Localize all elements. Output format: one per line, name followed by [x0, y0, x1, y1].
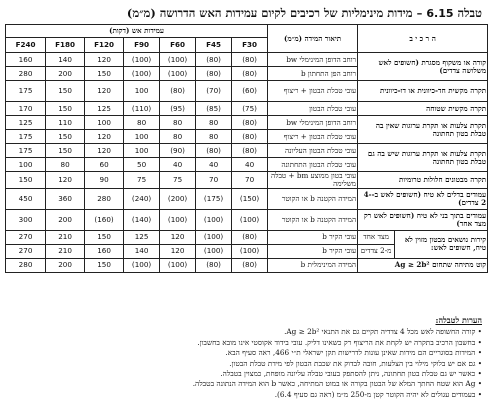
description-cell: רוחב הפן התחתון b: [268, 67, 358, 81]
fire-resistance-table: [5, 24, 488, 273]
value-cell: 120: [85, 144, 124, 158]
value-cell: (100): [232, 209, 268, 230]
value-cell: (80): [232, 53, 268, 67]
value-cell: 210: [46, 230, 85, 244]
note-line: • בעמודים עגולים לא יהיה הקוטר קטן מ-250 מ״מ (ראה גם סעיף 6.4).: [274, 389, 482, 399]
value-cell: 60: [85, 158, 124, 172]
value-cell: 150: [46, 144, 85, 158]
value-cell: (70): [196, 81, 232, 102]
value-cell: (80): [232, 258, 268, 272]
value-cell: 280: [85, 188, 124, 209]
component-cell: תקרה מבטונים חלולות טרומיות: [358, 172, 488, 189]
component-cell: עמודים בתוך בני לא טיח (חשופים לאש רק מצד אחד): [358, 209, 488, 230]
value-cell: (100): [124, 258, 160, 272]
value-cell: 160: [85, 244, 124, 258]
value-cell: (100): [124, 67, 160, 81]
component-cell: תקרה מקשית שטוחה: [358, 102, 488, 116]
value-cell: 150: [46, 102, 85, 116]
value-cell: 80: [196, 130, 232, 144]
value-cell: 125: [6, 116, 46, 130]
value-cell: (240): [124, 188, 160, 209]
col-f90: F90: [124, 38, 160, 53]
value-cell: 80: [160, 116, 196, 130]
value-cell: 50: [124, 158, 160, 172]
value-cell: 125: [124, 230, 160, 244]
value-cell: 360: [46, 188, 85, 209]
value-cell: (80): [232, 116, 268, 130]
component-cell: קירות נושאים מבטון מזוין לא טיח, חשופים לאש:: [395, 230, 488, 258]
value-cell: 270: [6, 244, 46, 258]
col-f45: F45: [196, 38, 232, 53]
component-cell: תקרת צלעות או תקרת ערוגות שאין בה טבלת בטון תחתונה: [358, 116, 488, 144]
value-cell: (80): [232, 67, 268, 81]
table-row: [6, 53, 488, 67]
description-cell: עובי הקיר b: [268, 230, 358, 244]
value-cell: 120: [85, 81, 124, 102]
component-cell: תקרה מקשית חד-כיוונית או דו-כיוונית: [358, 81, 488, 102]
value-cell: 175: [6, 144, 46, 158]
value-cell: 140: [124, 244, 160, 258]
description-cell: רוחב הדופן המינימלי bw: [268, 53, 358, 67]
value-cell: (80): [232, 144, 268, 158]
value-cell: (100): [160, 258, 196, 272]
value-cell: (80): [160, 81, 196, 102]
table-notes: [10, 315, 482, 400]
value-cell: 110: [46, 116, 85, 130]
value-cell: 70: [196, 172, 232, 189]
value-cell: (100): [160, 209, 196, 230]
table-row: [6, 230, 488, 244]
col-f30: F30: [232, 38, 268, 53]
value-cell: (110): [124, 102, 160, 116]
value-cell: (90): [160, 144, 196, 158]
value-cell: (200): [160, 188, 196, 209]
value-cell: 150: [85, 67, 124, 81]
description-cell: עובי הקיר b: [268, 244, 358, 258]
description-cell: עובי טבלת הבטון + ריצוף: [268, 81, 358, 102]
value-cell: 150: [46, 130, 85, 144]
value-cell: (100): [196, 209, 232, 230]
description-cell: המידה הקטנה b או הקוטר: [268, 188, 358, 209]
table-title: [10, 6, 482, 20]
table-row: [6, 81, 488, 102]
value-cell: 100: [124, 130, 160, 144]
note-line: • כאשר יש גם טבלת בטון תחתונה, ניתן להסתפק בעובי טבלה עליונה מופחת, כמצוין בטבלה.: [220, 369, 482, 379]
value-cell: 100: [6, 158, 46, 172]
value-cell: 80: [46, 158, 85, 172]
value-cell: 100: [85, 116, 124, 130]
note-line: • המידות בסוגריים הם מידות שאינן עונות לדרישות תקן ישראלי ת״י 466, ראה סעיף הבא.: [225, 348, 482, 358]
value-cell: 210: [46, 244, 85, 258]
value-cell: 120: [85, 130, 124, 144]
col-f180: F180: [46, 38, 85, 53]
notes-title: הערות לטבלה:: [435, 315, 482, 325]
value-cell: 150: [85, 230, 124, 244]
value-cell: 200: [46, 67, 85, 81]
value-cell: (100): [160, 53, 196, 67]
value-cell: 70: [232, 172, 268, 189]
value-cell: 150: [46, 81, 85, 102]
description-cell: המידה המינימלית b: [268, 258, 358, 272]
value-cell: 90: [85, 172, 124, 189]
value-cell: 40: [232, 158, 268, 172]
value-cell: 120: [160, 230, 196, 244]
value-cell: 280: [6, 258, 46, 272]
table-body: [6, 53, 488, 273]
value-cell: (95): [160, 102, 196, 116]
value-cell: 175: [6, 130, 46, 144]
table-row: [6, 116, 488, 130]
value-cell: 80: [124, 116, 160, 130]
value-cell: 450: [6, 188, 46, 209]
value-cell: 150: [6, 172, 46, 189]
value-cell: (100): [196, 244, 232, 258]
value-cell: (85): [196, 102, 232, 116]
value-cell: (80): [232, 230, 268, 244]
value-cell: (80): [196, 53, 232, 67]
value-cell: 170: [6, 102, 46, 116]
component-cell: קוט מתיחה שתחום Ag ≥ 2b²: [358, 258, 488, 272]
value-cell: (150): [232, 188, 268, 209]
description-cell: רוחב הדופן המינימלי bw: [268, 116, 358, 130]
description-cell: עובי בטון ממוצע bm + טבלה משלימה: [268, 172, 358, 189]
value-cell: 270: [6, 230, 46, 244]
value-cell: 160: [6, 53, 46, 67]
value-cell: 75: [124, 172, 160, 189]
value-cell: 120: [46, 172, 85, 189]
value-cell: 175: [6, 81, 46, 102]
value-cell: (160): [85, 209, 124, 230]
value-cell: (60): [232, 81, 268, 102]
description-cell: עובי טבלת הבטון העליונה: [268, 144, 358, 158]
value-cell: (80): [196, 258, 232, 272]
value-cell: 80: [196, 116, 232, 130]
value-cell: 40: [196, 158, 232, 172]
table-row: [6, 258, 488, 272]
value-cell: (100): [196, 230, 232, 244]
value-cell: 75: [160, 172, 196, 189]
note-line: • קורה החשופה לאש מכל 4 צדדיה תקיים גם את התנאי Ag ≥ 2b².: [284, 327, 482, 337]
value-cell: 150: [85, 258, 124, 272]
table-row: [6, 102, 488, 116]
value-cell: 100: [124, 81, 160, 102]
value-cell: 200: [46, 209, 85, 230]
side-cell: מ-2 צדדים: [358, 244, 395, 258]
description-cell: עובי טבלת הבטון + ריצוף: [268, 130, 358, 144]
value-cell: (80): [196, 67, 232, 81]
value-cell: 280: [6, 67, 46, 81]
value-cell: 300: [6, 209, 46, 230]
value-cell: (80): [232, 130, 268, 144]
value-cell: 120: [160, 244, 196, 258]
component-cell: קורה או משקוף מסגרת (חשופים לאש משלושה צדדים): [358, 53, 488, 81]
header-fire-group: עמידות אש (דקות): [6, 25, 268, 38]
value-cell: 140: [46, 53, 85, 67]
value-cell: 200: [46, 258, 85, 272]
table-row: [6, 209, 488, 230]
note-line: • Ag הוא שטח החתך המלא של הבטון בקורה או במוט המתיחה, כאשר b הוא המידה הנתונה בטבלה.: [192, 379, 482, 389]
title-text: – מידות מינימליות של רכיבים לקיום עמידות האש הדרושה (מ״מ): [126, 6, 423, 20]
title-number: 6.15: [426, 7, 454, 20]
note-line: • גם אם יש בלוקי מילוי בין הצלעות, חובה לבדוק את שכבת הבטון לפי מידת טבלת הבטון.: [229, 358, 482, 368]
value-cell: 40: [160, 158, 196, 172]
value-cell: 80: [160, 130, 196, 144]
note-line: • בחשבון הרכיב בתקרה יש לקחת את הריצוף רק כשאינו דליק. עובי בידוד אקוסטי אינו מובא בחשבון.: [197, 337, 482, 347]
value-cell: (100): [124, 53, 160, 67]
value-cell: 120: [85, 53, 124, 67]
col-f60: F60: [160, 38, 196, 53]
value-cell: (175): [196, 188, 232, 209]
value-cell: 125: [85, 102, 124, 116]
table-row: [6, 188, 488, 209]
component-cell: עמודים בדלים לא טיח (חשופים לאש ב-4-2 צדדים): [358, 188, 488, 209]
value-cell: (75): [232, 102, 268, 116]
value-cell: (100): [160, 67, 196, 81]
title-label: טבלה: [457, 6, 482, 20]
side-cell: מצד אחד: [358, 230, 395, 244]
value-cell: 100: [124, 144, 160, 158]
col-f240: F240: [6, 38, 46, 53]
component-cell: תקרת צלעות או תקרת ערוגות שיש בה גם טבלת בטון תחתונה: [358, 144, 488, 172]
table-row: [6, 172, 488, 189]
value-cell: (140): [124, 209, 160, 230]
header-description: תיאור המידה (מ״מ): [268, 25, 358, 53]
table-row: [6, 144, 488, 158]
header-component: ה ר כ י ב: [358, 25, 488, 53]
value-cell: (80): [196, 144, 232, 158]
value-cell: (100): [232, 244, 268, 258]
description-cell: המידה הקטנה b או הקוטר: [268, 209, 358, 230]
description-cell: עובי טבלת הבטון: [268, 102, 358, 116]
description-cell: עובי טבלת הבטון התחתונה: [268, 158, 358, 172]
col-f120: F120: [85, 38, 124, 53]
